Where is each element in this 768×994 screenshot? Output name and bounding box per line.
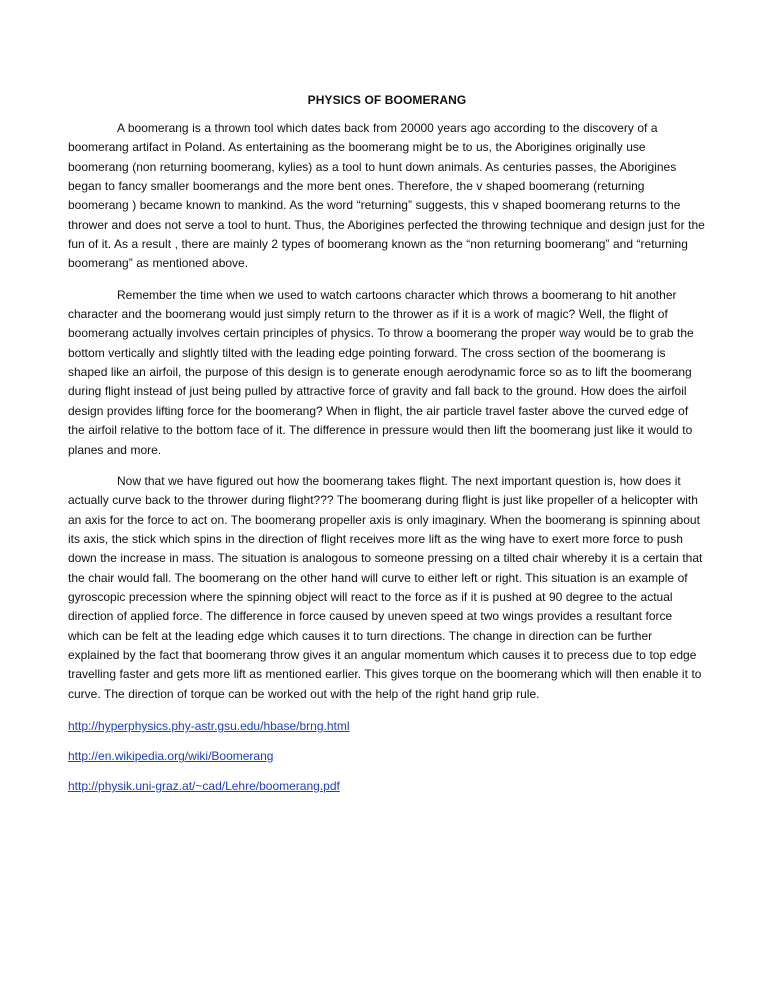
paragraph-3: Now that we have figured out how the boomerang takes flight. The next important question is, how does it actually curve back to the thrower during flight??? The boomerang during flight is just like propeller of a helicopter with an axis for the force to act on. The boomerang propeller axis is only imaginary. When the boomerang is spinning about its axis, the stick which spins in the direction of flight receives more lift as the wing have to exert more force to push down the increase in mass. The situation is analogous to someone pressing on a tilted chair whereby it is a certain that the chair would fall. The boomerang on the other hand will curve to either left or right. This situation is an example of gyroscopic precession where the spinning object will react to the force as if it is pushed at 90 degree to the actual direction of applied force. The difference in force caused by uneven speed at two wings provides a resultant force which can be felt at the leading edge which causes it to turn directions. The change in direction can be further explained by the fact that boomerang throw gives it an angular momentum which causes it to precess due to top edge travelling faster and gets more lift as mentioned earlier. This gives torque on the boomerang which will then enable it to curve. The direction of torque can be worked out with the help of the right hand grip rule. [68,473,703,701]
document-title: PHYSICS OF BOOMERANG [307,93,467,107]
reference-link-row [68,776,706,796]
reference-link-row [68,716,706,736]
graz-pdf-link[interactable]: http://physik.uni-graz.at/~cad/Lehre/boomerang.pdf [68,778,340,793]
hyperphysics-link[interactable]: http://hyperphysics.phy-astr.gsu.edu/hbase/brng.html [68,718,350,733]
paragraph-1: A boomerang is a thrown tool which dates back from 20000 years ago according to the discovery of a boomerang artifact in Poland. As entertaining as the boomerang might be to us, the Aborigines originally use boomerang (non returning boomerang, kylies) as a tool to hunt down animals. As centuries passes, the Aborigines began to fancy smaller boomerangs and the more bent ones. Therefore, the v shaped boomerang (returning boomerang ) became known to mankind. As the word “returning” suggests, this v shaped boomerang returns to the thrower and does not serve a tool to hunt. Thus, the Aborigines perfected the throwing technique and design just for the fun of it. As a result , there are mainly 2 types of boomerang known as the “non returning boomerang” and “returning boomerang” as mentioned above. [68,121,705,271]
paragraph-2: Remember the time when we used to watch cartoons character which throws a boomerang to hit another character and the boomerang would just simply return to the thrower as if it is a work of magic? Well, the flight of boomerang actually involves certain principles of physics. To throw a boomerang the proper way would be to grab the bottom vertically and slightly tilted with the leading edge pointing forward. The cross section of the boomerang is shaped like an airfoil, the purpose of this design is to generate enough aerodynamic force so as to lift the boomerang during flight instead of just being pulled by attractive force of gravity and fall back to the ground. How does the airfoil design provides lifting force for the boomerang? When in flight, the air particle travel faster above the curved edge of the airfoil relative to the bottom face of it. The difference in pressure would then lift the boomerang just like it would to planes and more. [68,287,694,457]
wikipedia-link[interactable]: http://en.wikipedia.org/wiki/Boomerang [68,748,274,763]
reference-link-row [68,746,706,766]
reference-links [68,716,706,796]
